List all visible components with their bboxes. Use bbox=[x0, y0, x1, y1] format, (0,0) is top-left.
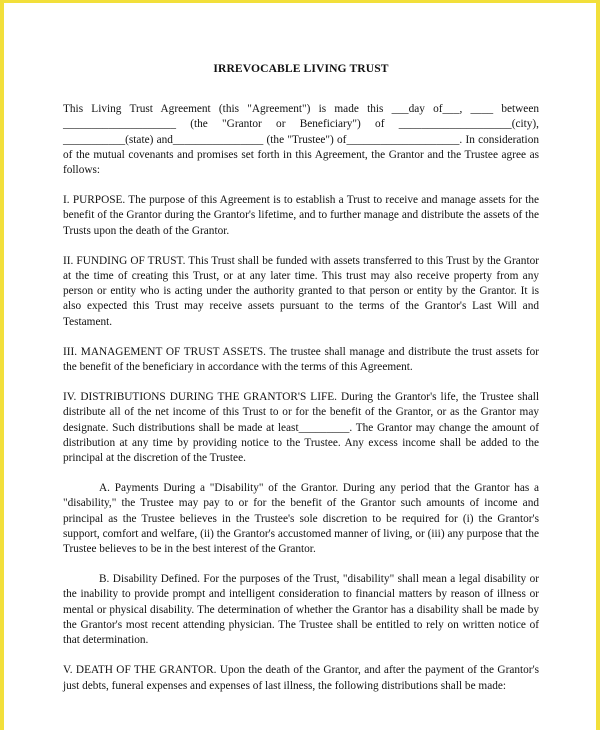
paragraph-funding: II. FUNDING OF TRUST. This Trust shall be funded with assets transferred to this Trust by the Grantor at the time of creating this Trust, or at any later time. This trust may also receive property from any person or entity who is acting under the authority granted to that person or entity by the Grantor. It is also expected this Trust may receive assets pursuant to the terms of the Grantor's Last Will and Testament. bbox=[63, 254, 539, 328]
document-title: IRREVOCABLE LIVING TRUST bbox=[213, 62, 389, 75]
paragraph-preamble: This Living Trust Agreement (this "Agreement") is made this ___day of___, ____ between ____________________ (the "Grantor or Beneficiary") of ____________________(city), ___________(state) and________________ (the "Trustee") of____________________. In consideration of the mutual covenants and promises set forth in this Agreement, the Grantor and the Trustee agree as follows: bbox=[63, 103, 539, 177]
paragraph-disability-defined: B. Disability Defined. For the purposes of the Trust, "disability" shall mean a legal disability or the inability to provide prompt and intelligent consideration to financial matters by reason of illness or mental or physical disability. The determination of whether the Grantor has a disability shall be made by the Grantor's most recent attending physician. The Trustee shall be entitled to rely on written notice of that determination. bbox=[63, 573, 539, 647]
document-page bbox=[63, 61, 539, 709]
paragraph-purpose: I. PURPOSE. The purpose of this Agreement is to establish a Trust to receive and manage assets for the benefit of the Grantor during the Grantor's lifetime, and to further manage and distribute the assets of the Trusts upon the death of the Grantor. bbox=[63, 194, 539, 237]
paragraph-distributions: IV. DISTRIBUTIONS DURING THE GRANTOR'S LIFE. During the Grantor's life, the Trustee shall distribute all of the net income of this Trust to or for the benefit of the Grantor, or as the Grantor may designate. Such distributions shall be made at least_________. The Grantor may change the amount of distribution at any time by providing notice to the Trustee. Any excess income shall be added to the principal at the discretion of the Trustee. bbox=[63, 391, 539, 465]
paragraph-disability-payments: A. Payments During a "Disability" of the Grantor. During any period that the Grantor has a "disability," the Trustee may pay to or for the benefit of the Grantor such amounts of income and principal as the Trustee believes in the Trustee's sole discretion to be required for (i) the Grantor's support, comfort and welfare, (ii) the Grantor's accustomed manner of living, or (iii) any purpose that the Trustee believes to be in the best interest of the Grantor. bbox=[63, 482, 539, 556]
paragraph-management: III. MANAGEMENT OF TRUST ASSETS. The trustee shall manage and distribute the trust assets for the benefit of the beneficiary in accordance with the terms of this Agreement. bbox=[63, 345, 539, 374]
paragraph-death-of-grantor: V. DEATH OF THE GRANTOR. Upon the death of the Grantor, and after the payment of the Grantor's just debts, funeral expenses and expenses of last illness, the following distributions shall be made: bbox=[63, 664, 539, 692]
